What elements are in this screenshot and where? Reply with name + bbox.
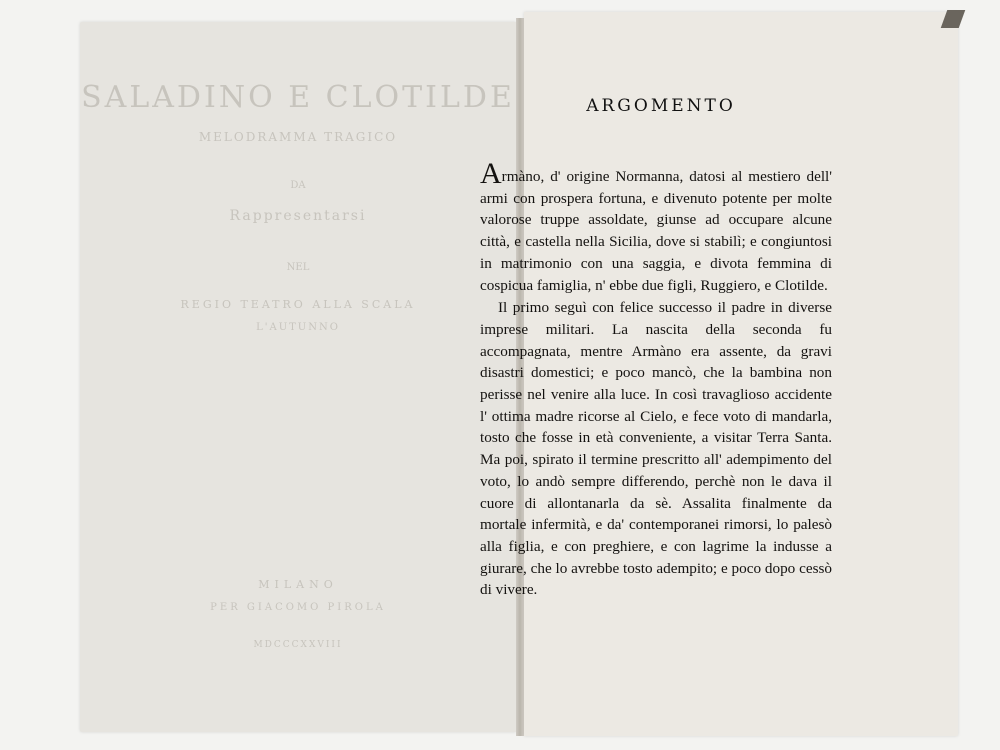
page-heading: ARGOMENTO <box>586 96 736 116</box>
left-page-line3: DA <box>290 180 306 191</box>
left-page-line4: Rappresentarsi <box>229 208 367 224</box>
left-page-year: MDCCCXXVIII <box>253 640 343 650</box>
left-page <box>80 22 516 732</box>
left-page-printer: PER GIACOMO PIROLA <box>210 602 386 613</box>
paragraph-2: Il primo seguì con felice successo il padre in diverse imprese militari. La nascita della seconda fu accompagnata, mentre Armàno era assente, da gravi disastri domestici; e poco mancò, che la bambina non perisse nel venire alla luce. In così travaglioso accidente l' ottima madre ricorse al Cielo, e fece voto di mandarla, tosto che fosse in età conveniente, a visitar Terra Santa. Ma poi, spirato il termine prescritto all' adempimento del voto, lo andò sempre differendo, perchè non le dava il cuore di allontanarla da sè. Assalita finalmente da mortale infermità, e da' contemporanei rimorsi, lo palesò alla figlia, e con preghiere, e con lagrime la indusse a giurare, che lo avrebbe tosto adempito; e poco dopo cessò di vivere. <box>480 299 832 599</box>
left-page-line7: L'AUTUNNO <box>256 322 340 333</box>
paragraph-1-text: rmàno, d' origine Normanna, datosi al mestiero dell' armi con prospera fortuna, e divenuto potente per molte valorose truppe assoldate, giunse ad occupare alcune città, e castella nella Sicilia, dove si stabilì; e congiuntosi in matrimonio con una saggia, e divota femmina di cospicua famiglia, n' ebbe due figli, Ruggiero, e Clotilde. <box>480 168 832 294</box>
left-page-line6: REGIO TEATRO ALLA SCALA <box>180 298 416 311</box>
drop-cap: A <box>480 157 502 190</box>
page-corner <box>941 10 966 28</box>
left-page-subtitle: MELODRAMMA TRAGICO <box>198 130 398 144</box>
left-page-city: MILANO <box>258 578 338 591</box>
paragraph-1 <box>480 157 832 296</box>
argument-text <box>480 157 832 601</box>
left-page-line5: NEL <box>286 262 310 273</box>
left-page-title: SALADINO E CLOTILDE <box>81 80 515 115</box>
